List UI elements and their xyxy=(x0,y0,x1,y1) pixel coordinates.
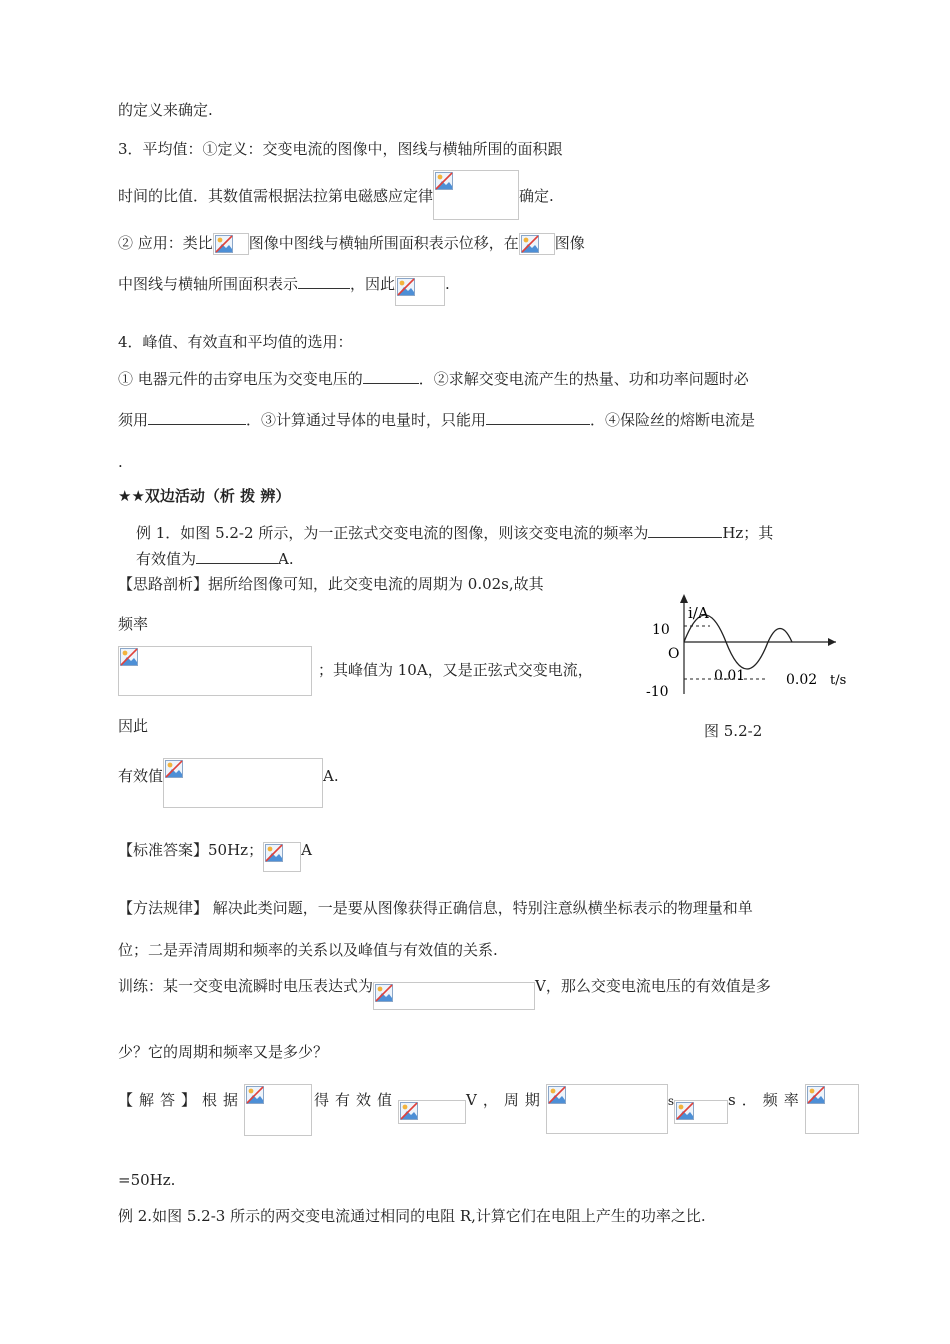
broken-image-icon xyxy=(165,760,183,778)
text-line xyxy=(118,766,339,816)
text-line xyxy=(118,410,755,430)
text-line xyxy=(118,840,312,870)
formula-image xyxy=(674,1100,728,1124)
broken-image-icon xyxy=(215,235,233,253)
section-heading: ★★双边活动（析 拨 辨） xyxy=(118,487,291,505)
broken-image-icon xyxy=(120,648,138,666)
text-line: 频率 xyxy=(118,615,149,633)
y-unit-label: i/A xyxy=(688,604,709,622)
x-axis-arrow xyxy=(828,638,836,646)
blank xyxy=(196,549,278,564)
x-tick-002: 0.02 xyxy=(786,672,818,688)
blank xyxy=(298,274,350,289)
text: 图像中图线与横轴所围面积表示位移，在 xyxy=(248,234,519,252)
broken-image-icon xyxy=(521,235,539,253)
text-line: 3．平均值：①定义：交变电流的图像中，图线与横轴所围的面积跟 xyxy=(118,140,563,158)
text: 有效值为 xyxy=(136,550,197,568)
formula-image xyxy=(213,233,249,255)
text: ．④保险丝的熔断电流是 xyxy=(590,411,756,429)
formula-image xyxy=(263,842,301,872)
formula-image xyxy=(244,1084,312,1136)
text: ，因此 xyxy=(350,275,396,293)
text: s．频率 xyxy=(728,1091,805,1109)
text-line xyxy=(118,646,593,696)
text: ．③计算通过导体的电量时，只能用 xyxy=(246,411,487,429)
broken-image-icon xyxy=(397,278,415,296)
broken-image-icon xyxy=(435,172,453,190)
text: ．②求解交变电流产生的热量、功和功率问题时必 xyxy=(418,370,749,388)
text: s xyxy=(667,1094,675,1108)
formula-image xyxy=(433,170,519,220)
text: Hz；其 xyxy=(722,524,774,542)
text: 【解答】根据 xyxy=(118,1091,245,1109)
text: 【标准答案】50Hz； xyxy=(118,841,264,859)
y-tick-neg10: -10 xyxy=(646,684,669,700)
text-line xyxy=(136,549,294,569)
text-line: 例 2.如图 5.2-3 所示的两交变电流通过相同的电阻 R,计算它们在电阻上产生的功率之比. xyxy=(118,1207,706,1225)
blank xyxy=(486,410,590,425)
text-line: 【思路剖析】据所给图像可知，此交变电流的周期为 0.02s,故其 xyxy=(118,575,544,593)
text: 中图线与横轴所围面积表示 xyxy=(118,275,299,293)
y-tick-10: 10 xyxy=(652,622,670,638)
blank xyxy=(148,410,246,425)
text: ① 电器元件的击穿电压为交变电压的 xyxy=(118,370,363,388)
text-line xyxy=(118,369,749,389)
formula-image xyxy=(118,646,312,696)
text-line xyxy=(118,186,554,236)
text-line: =50Hz. xyxy=(118,1171,176,1189)
text-line: 少？它的周期和频率又是多少？ xyxy=(118,1043,329,1061)
text: A. xyxy=(278,550,294,568)
text: 训练：某一交变电流瞬时电压表达式为 xyxy=(118,977,374,995)
text-line: 因此 xyxy=(118,717,149,735)
text: V，周期 xyxy=(466,1091,546,1109)
text-line xyxy=(136,523,773,543)
blank xyxy=(363,369,419,384)
broken-image-icon xyxy=(265,844,283,862)
text: A. xyxy=(323,767,339,785)
text-line: 的定义来确定. xyxy=(118,101,213,119)
text: A xyxy=(301,841,312,859)
text-line xyxy=(118,274,450,304)
text-line xyxy=(118,976,771,1004)
text-line: 4．峰值、有效直和平均值的选用： xyxy=(118,333,353,351)
figure-caption: 图 5.2-2 xyxy=(704,722,763,740)
formula-image xyxy=(805,1084,859,1134)
text: 有效值 xyxy=(118,767,164,785)
x-unit-label: t/s xyxy=(830,673,847,688)
text: . xyxy=(445,275,450,293)
formula-image xyxy=(519,233,555,255)
text: ；其峰值为 10A，又是正弦式交变电流， xyxy=(318,661,593,679)
text: 例 1．如图 5.2-2 所示，为一正弦式交变电流的图像，则该交变电流的频率为 xyxy=(136,524,649,542)
text-line xyxy=(118,233,585,255)
broken-image-icon xyxy=(807,1086,825,1104)
x-tick-001: 0.01 xyxy=(714,668,746,684)
blank xyxy=(648,523,722,538)
formula-image xyxy=(373,982,535,1010)
text: 时间的比值．其数值需根据法拉第电磁感应定律 xyxy=(118,187,434,205)
text-line: 【方法规律】 解决此类问题，一是要从图像获得正确信息，特别注意纵横坐标表示的物理量和单 xyxy=(118,899,753,917)
broken-image-icon xyxy=(246,1086,264,1104)
text: 图像 xyxy=(554,234,585,252)
text: 确定. xyxy=(519,187,554,205)
broken-image-icon xyxy=(548,1086,566,1104)
y-axis-arrow xyxy=(680,594,688,603)
text: V，那么交变电流电压的有效值是多 xyxy=(535,977,771,995)
broken-image-icon xyxy=(676,1102,694,1120)
text: ② 应用：类比 xyxy=(118,234,213,252)
text-line: 位；二是弄清周期和频率的关系以及峰值与有效值的关系. xyxy=(118,941,498,959)
formula-image xyxy=(395,276,445,306)
text: 须用 xyxy=(118,411,149,429)
broken-image-icon xyxy=(375,984,393,1002)
text-line xyxy=(118,1090,859,1142)
text: 得有效值 xyxy=(314,1091,399,1109)
text-line: . xyxy=(118,453,123,471)
formula-image xyxy=(398,1100,466,1124)
broken-image-icon xyxy=(400,1102,418,1120)
origin-label: O xyxy=(668,646,680,662)
formula-image xyxy=(546,1084,668,1134)
formula-image xyxy=(163,758,323,808)
